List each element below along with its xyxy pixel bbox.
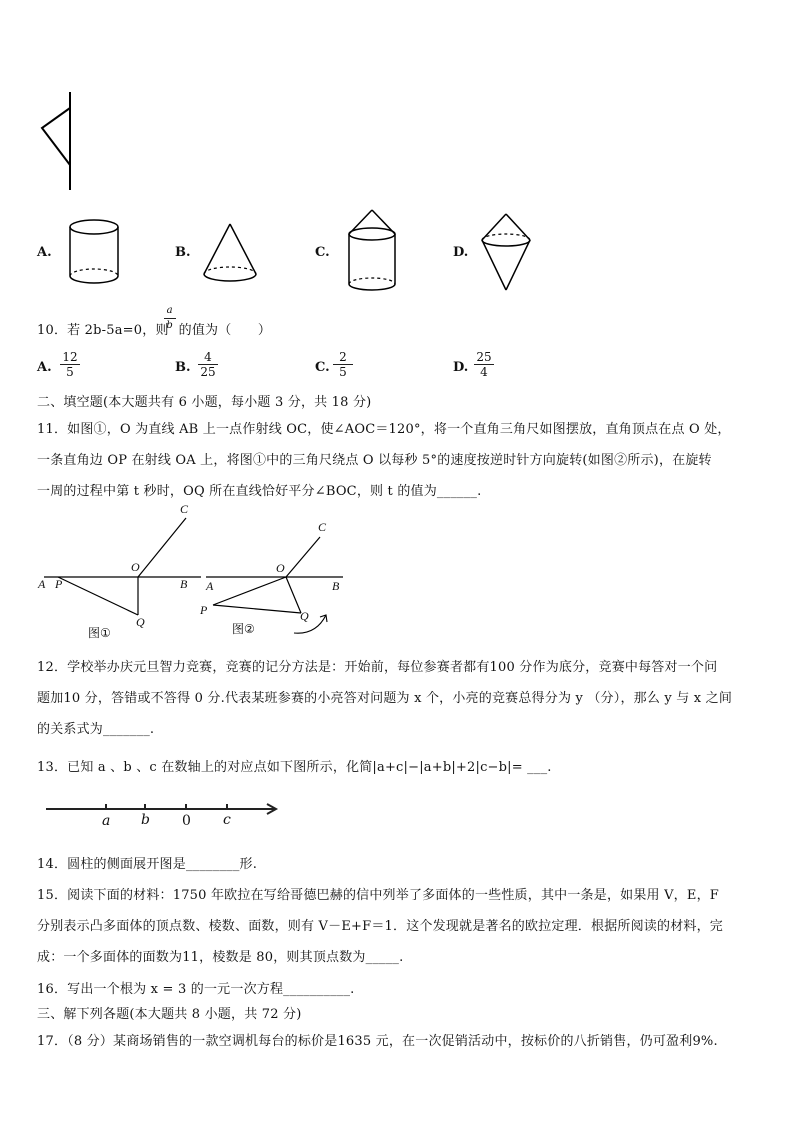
cone-on-cylinder-figure: [345, 208, 399, 294]
cylinder-figure: [66, 218, 122, 286]
q10-fraction: [164, 304, 176, 333]
q12-line-2: 题加10 分，答错或不答得 0 分.代表某班参赛的小亮答对问题为 x 个，小亮的竞赛总得分为 y （分），那么 y 与 x 之间: [37, 691, 733, 706]
fig1-caption: 图①: [88, 626, 111, 640]
figure-1-lines: [36, 500, 206, 645]
q12-line-3: 的关系式为_______.: [37, 722, 155, 737]
double-cone-figure: [478, 212, 534, 294]
fig2-caption: 图②: [232, 622, 255, 636]
q10-stem-text: 10．若 2b-5a=0，则: [37, 323, 169, 338]
number-line-label-zero: 0: [182, 813, 191, 829]
q10-option-c-label[interactable]: C.: [315, 360, 330, 375]
q10-d-num: 25: [474, 350, 494, 365]
q10-option-a-label[interactable]: A.: [37, 360, 52, 375]
q12-line-1: 12．学校举办庆元旦智力竞赛，竞赛的记分方法是：开始前，每位参赛者都有100 分作为底分，竞赛中每答对一个问: [37, 660, 718, 675]
q10-option-c-fraction: [333, 350, 353, 379]
q10-option-d-fraction: [474, 350, 494, 379]
rotation-triangle-figure: [38, 90, 78, 195]
q9-option-c-label[interactable]: C.: [315, 245, 330, 260]
q10-c-num: 2: [333, 350, 353, 365]
q10-option-a-fraction: [60, 350, 80, 379]
fig1-label-q: Q: [136, 615, 145, 629]
q10-option-b-label[interactable]: B.: [175, 360, 191, 375]
q10-frac-den: b: [166, 320, 173, 331]
q10-c-den: 5: [339, 365, 347, 379]
q10-stem: [37, 305, 272, 338]
q14-line: 14．圆柱的侧面展开图是________形.: [37, 857, 258, 872]
q10-a-num: 12: [60, 350, 80, 365]
q15-line-1: 15．阅读下面的材料：1750 年欧拉在写给哥德巴赫的信中列举了多面体的一些性质，其中一条是，如果用 V，E，F: [37, 888, 719, 903]
number-line-label-b: b: [141, 812, 150, 828]
number-line-label-c: c: [223, 812, 231, 828]
section-2-heading: 二、填空题(本大题共有 6 小题，每小题 3 分，共 18 分): [37, 395, 372, 410]
q11-line-3: 一周的过程中第 t 秒时，OQ 所在直线恰好平分∠BOC，则 t 的值为______.: [37, 484, 482, 499]
fig1-label-p: P: [55, 577, 63, 591]
fig2-label-p: P: [200, 603, 208, 617]
q9-option-a-label[interactable]: A.: [37, 245, 52, 260]
q11-line-1: 11．如图①，O 为直线 AB 上一点作射线 OC，使∠AOC＝120°，将一个直角三角尺如图摆放，直角顶点在点 O 处，: [37, 422, 731, 437]
q10-b-num: 4: [198, 350, 218, 365]
number-line: [46, 800, 286, 832]
q11-line-2: 一条直角边 OP 在射线 OA 上，将图①中的三角尺绕点 O 以每秒 5°的速度按逆时针方向旋转(如图②所示)，在旋转: [37, 453, 712, 468]
cone-figure: [200, 222, 260, 284]
fig1-label-c: C: [180, 502, 189, 516]
q15-line-2: 分别表示凸多面体的顶点数、棱数、面数，则有 V－E+F＝1．这个发现就是著名的欧拉定理．根据所阅读的材料，完: [37, 919, 723, 934]
q10-stem-tail: 的值为（ ）: [178, 323, 272, 338]
figure-2: [198, 515, 348, 645]
q16-line: 16．写出一个根为 x = 3 的一元一次方程__________.: [37, 982, 355, 997]
q10-frac-num: a: [164, 304, 176, 319]
q10-option-b-fraction: [198, 350, 218, 379]
q9-option-b-label[interactable]: B.: [175, 245, 191, 260]
q10-d-den: 4: [480, 365, 488, 379]
fig2-label-b: B: [332, 579, 340, 593]
q15-line-3: 成：一个多面体的面数为11，棱数是 80，则其顶点数为_____.: [37, 950, 404, 965]
q10-a-den: 5: [66, 365, 74, 379]
number-line-axis: [46, 800, 286, 832]
figure-1: [36, 500, 206, 645]
number-line-label-a: a: [102, 813, 111, 829]
q10-b-den: 25: [200, 365, 216, 379]
fig2-label-c: C: [318, 520, 327, 534]
q13-line-1: 13．已知 a 、b 、c 在数轴上的对应点如下图所示，化简|a+c|−|a+b|+2|c−b|= ___.: [37, 760, 552, 775]
section-3-heading: 三、解下列各题(本大题共 8 小题，共 72 分): [37, 1007, 302, 1022]
fig2-label-q: Q: [300, 609, 309, 623]
q17-line: 17．（8 分）某商场销售的一款空调机每台的标价是1635 元，在一次促销活动中，按标价的八折销售，仍可盈利9%.: [37, 1034, 718, 1049]
fig1-label-a: A: [38, 577, 46, 591]
fig1-label-b: B: [180, 577, 188, 591]
q10-option-d-label[interactable]: D.: [453, 360, 469, 375]
fig2-label-a: A: [206, 579, 214, 593]
fig1-label-o: O: [131, 560, 140, 574]
fig2-label-o: O: [276, 561, 285, 575]
q9-option-d-label[interactable]: D.: [453, 245, 469, 260]
